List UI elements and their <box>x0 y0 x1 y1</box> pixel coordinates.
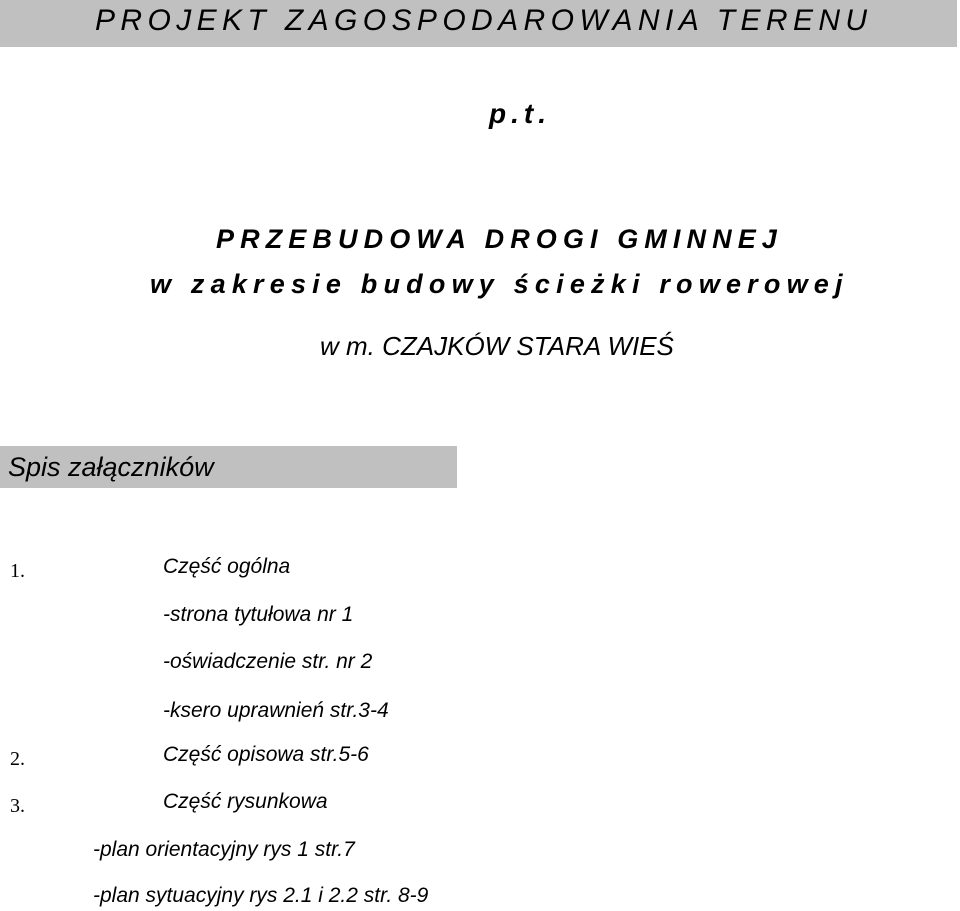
section-label: Część rysunkowa <box>163 790 328 813</box>
project-prefix: p.t. <box>489 98 551 129</box>
section-label: Część opisowa str.5-6 <box>163 743 369 766</box>
list-item: -plan sytuacyjny rys 2.1 i 2.2 str. 8-9 <box>93 884 429 907</box>
project-name-line2: w zakresie budowy ścieżki rowerowej <box>150 269 849 299</box>
list-item: -ksero uprawnień str.3-4 <box>163 699 389 722</box>
project-location: w m. CZAJKÓW STARA WIEŚ <box>320 331 674 361</box>
project-name-line1: PRZEBUDOWA DROGI GMINNEJ <box>216 224 783 254</box>
section-number: 2. <box>10 748 25 770</box>
list-item: -oświadczenie str. nr 2 <box>163 650 373 673</box>
section-label: Część ogólna <box>163 555 291 578</box>
document-title: PROJEKT ZAGOSPODAROWANIA TERENU <box>95 4 873 37</box>
attachments-title: Spis załączników <box>8 452 214 482</box>
list-item: -plan orientacyjny rys 1 str.7 <box>93 838 355 861</box>
section-number: 1. <box>10 560 25 582</box>
list-item: -strona tytułowa nr 1 <box>163 603 354 626</box>
section-number: 3. <box>10 795 25 817</box>
